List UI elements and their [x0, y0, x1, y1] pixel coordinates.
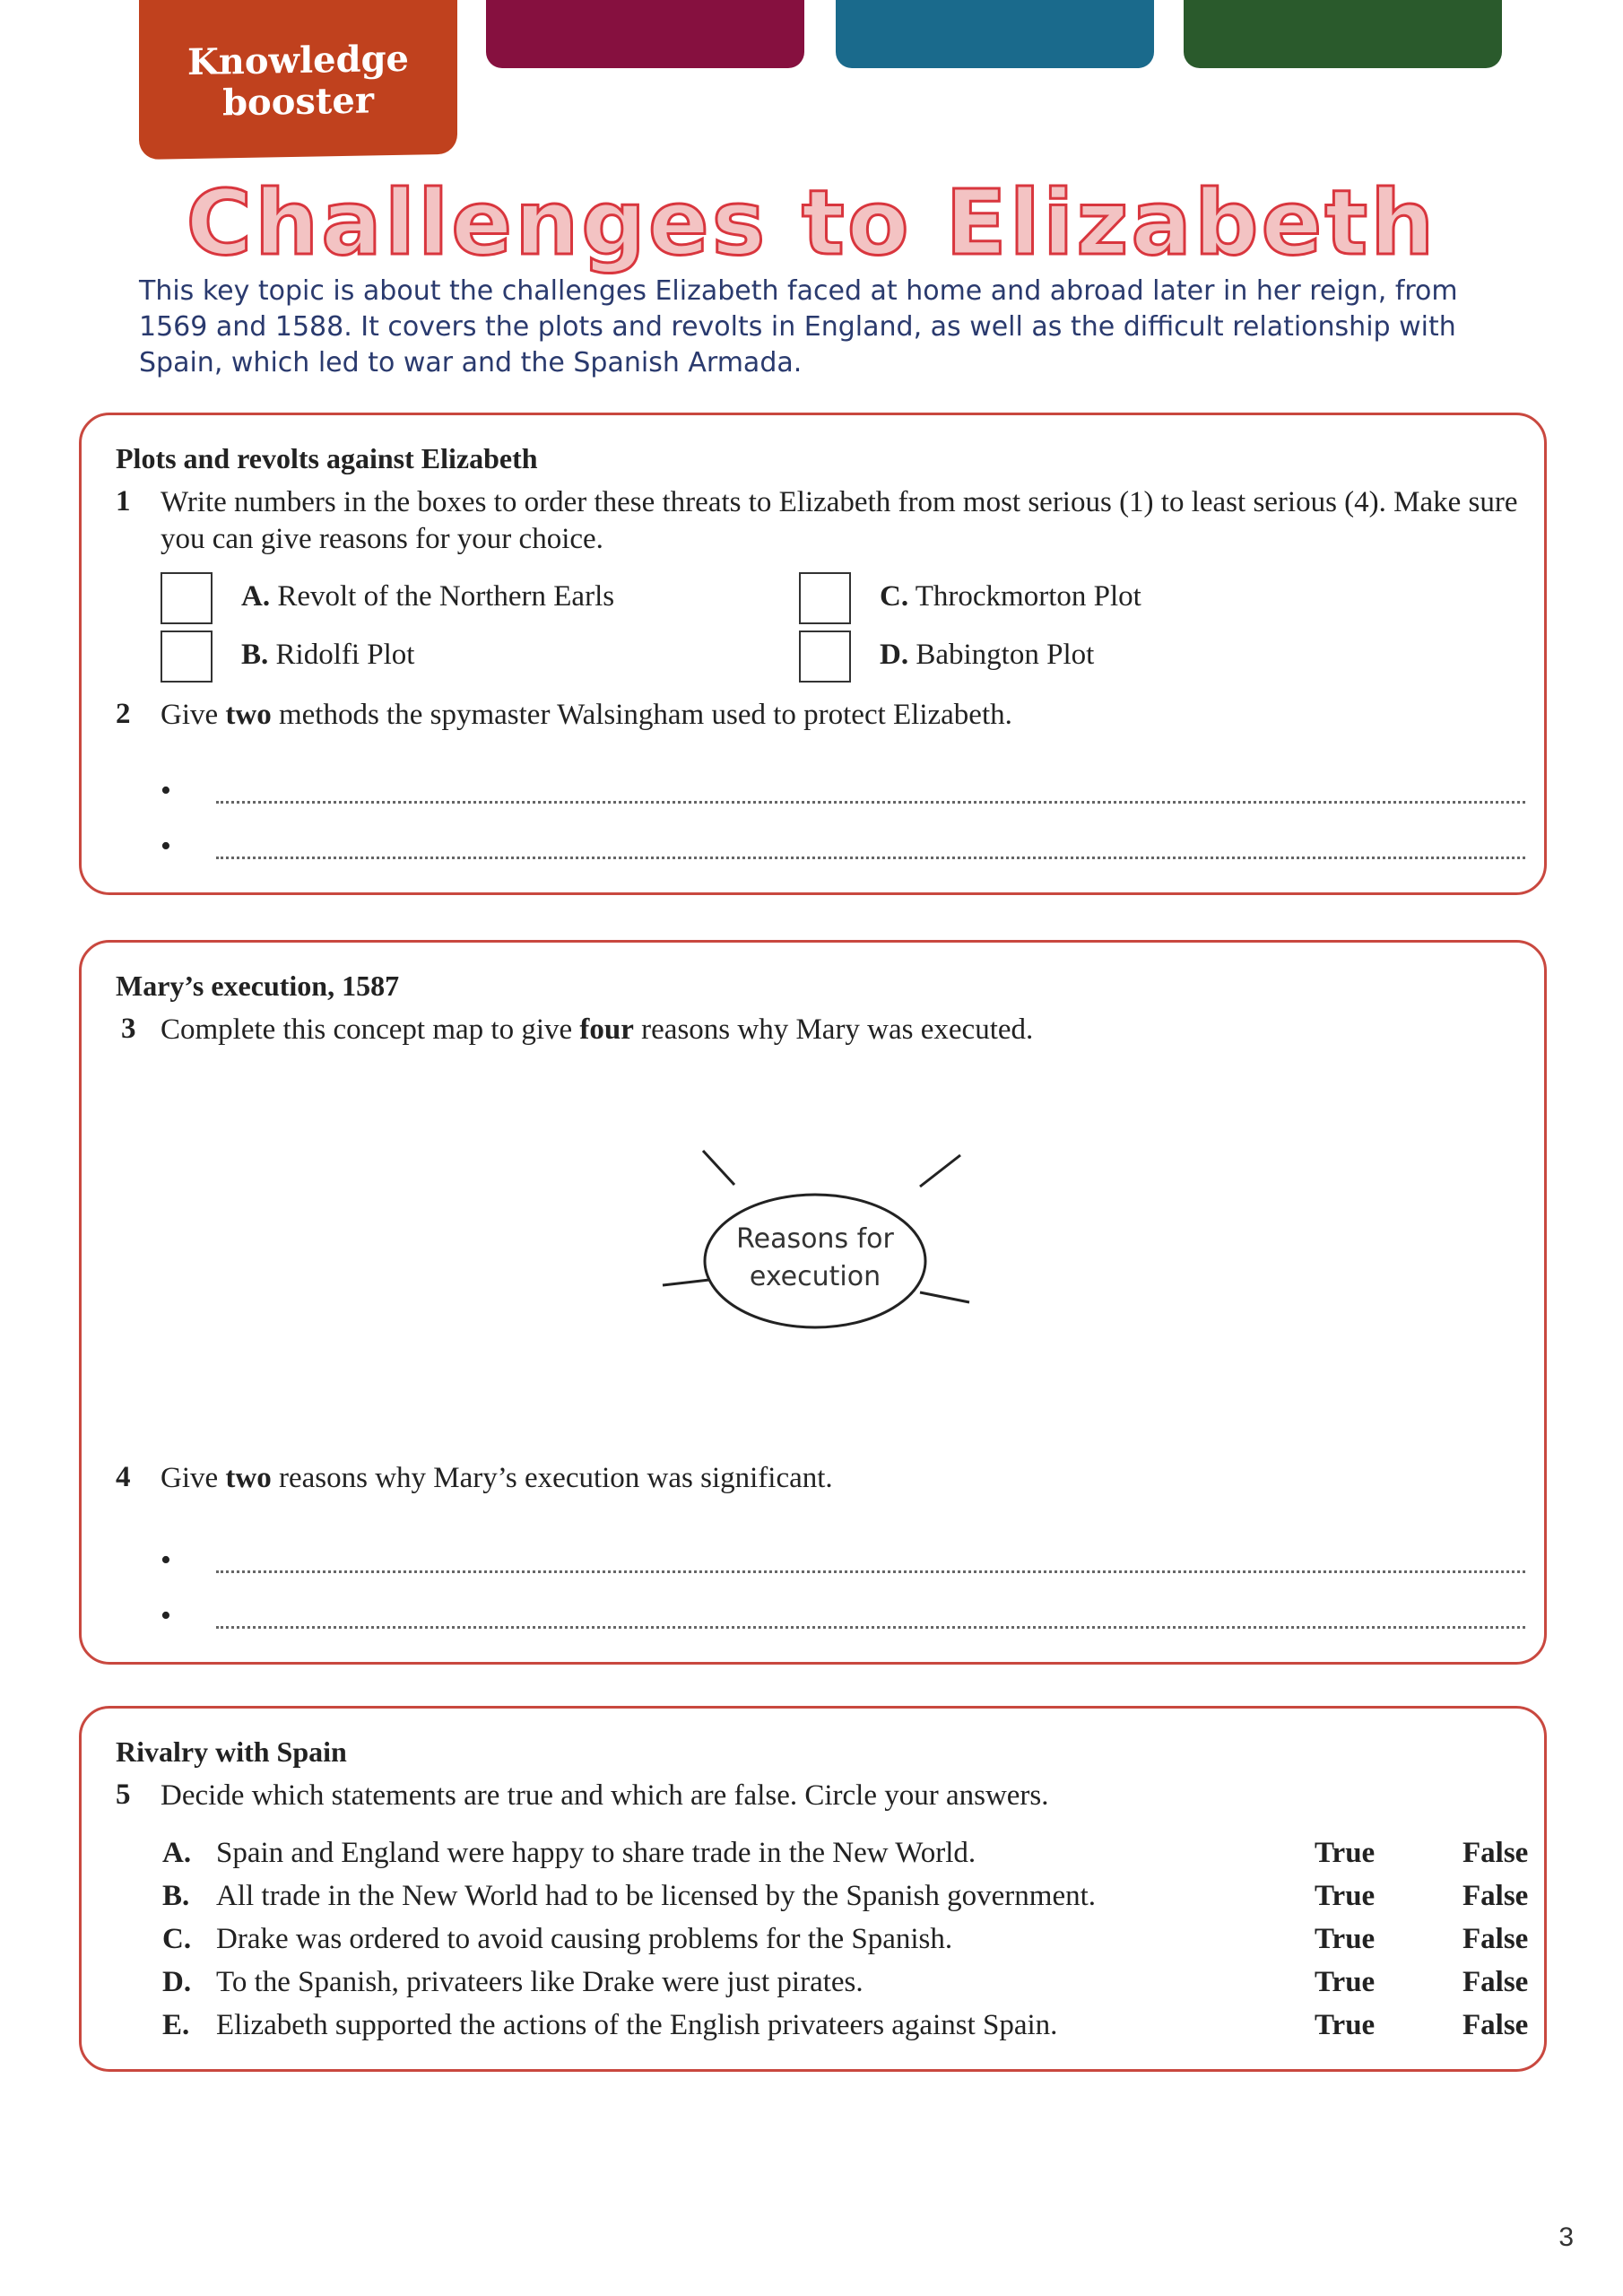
answer-line-2[interactable] — [216, 1626, 1525, 1629]
statement-row — [82, 1837, 1549, 1880]
statement-text: Drake was ordered to avoid causing problems for the Spanish. — [216, 1923, 953, 1955]
section-title: Rivalry with Spain — [116, 1735, 347, 1768]
statement-text: Spain and England were happy to share trade in the New World. — [216, 1837, 976, 1869]
page-number: 3 — [1558, 2222, 1574, 2252]
intro-text: This key topic is about the challenges Elizabeth faced at home and abroad later in her reign, from 1569 and 1588. It covers the plots and revolts in England, as well as the difficult relationship with Spain, which led to war and the Spanish Armada. — [139, 275, 1458, 378]
false-option[interactable]: False — [1462, 1880, 1529, 1912]
map-spoke — [920, 1292, 969, 1302]
statement-letter: D. — [162, 1966, 192, 1998]
question-number: 5 — [116, 1779, 131, 1811]
true-option[interactable]: True — [1315, 1837, 1376, 1869]
true-option[interactable]: True — [1315, 2009, 1376, 2041]
question-4-text: Give two reasons why Mary’s execution was significant. — [161, 1462, 833, 1494]
question-number: 1 — [116, 485, 131, 517]
rank-box-a[interactable] — [161, 572, 213, 624]
statement-text: All trade in the New World had to be licensed by the Spanish government. — [216, 1880, 1097, 1912]
statement-row — [82, 2009, 1549, 2052]
false-option[interactable]: False — [1462, 1966, 1529, 1998]
option-c: C. Throckmorton Plot — [880, 580, 1141, 613]
statement-letter: B. — [162, 1880, 190, 1912]
statement-text: Elizabeth supported the actions of the English privateers against Spain. — [216, 2009, 1058, 2041]
option-b: B. Ridolfi Plot — [241, 639, 415, 671]
color-tab-blue — [836, 0, 1154, 68]
question-number: 4 — [116, 1461, 131, 1493]
question-number: 3 — [121, 1013, 136, 1045]
concept-map-label-1: Reasons for — [736, 1223, 894, 1255]
rank-box-c[interactable] — [799, 572, 851, 624]
map-spoke — [920, 1155, 960, 1187]
section-marys-execution — [79, 940, 1547, 1665]
option-d: D. Babington Plot — [880, 639, 1095, 671]
true-option[interactable]: True — [1315, 1966, 1376, 1998]
knowledge-booster-line1: Knowledge — [187, 37, 409, 84]
rank-box-d[interactable] — [799, 631, 851, 683]
section-title: Plots and revolts against Elizabeth — [116, 442, 538, 474]
answer-line-2[interactable] — [216, 857, 1525, 859]
statement-row — [82, 1923, 1549, 1966]
true-option[interactable]: True — [1315, 1880, 1376, 1912]
color-tab-green — [1184, 0, 1502, 68]
map-spoke — [663, 1280, 709, 1285]
question-5-text: Decide which statements are true and which are false. Circle your answers. — [161, 1779, 1049, 1812]
map-spoke — [703, 1151, 734, 1185]
statement-row — [82, 1966, 1549, 2009]
statement-letter: A. — [162, 1837, 192, 1869]
concept-map-label-2: execution — [749, 1261, 881, 1292]
knowledge-booster-line2: booster — [222, 79, 374, 125]
statement-letter: C. — [162, 1923, 192, 1955]
question-number: 2 — [116, 698, 131, 730]
knowledge-booster-tab — [139, 0, 457, 160]
bullet: • — [161, 830, 171, 863]
option-a: A. Revolt of the Northern Earls — [241, 580, 615, 613]
statement-row — [82, 1880, 1549, 1923]
bullet: • — [161, 1599, 171, 1632]
question-3-text: Complete this concept map to give four reasons why Mary was executed. — [161, 1013, 1034, 1046]
statement-letter: E. — [162, 2009, 190, 2041]
section-title: Mary’s execution, 1587 — [116, 970, 400, 1002]
answer-line-1[interactable] — [216, 801, 1525, 804]
concept-map — [82, 943, 1549, 1667]
section-plots-revolts — [79, 413, 1547, 895]
rank-box-b[interactable] — [161, 631, 213, 683]
question-2-text: Give two methods the spymaster Walsingham used to protect Elizabeth. — [161, 699, 1012, 731]
statement-text: To the Spanish, privateers like Drake were just pirates. — [216, 1966, 864, 1998]
false-option[interactable]: False — [1462, 1837, 1529, 1869]
true-option[interactable]: True — [1315, 1923, 1376, 1955]
answer-line-1[interactable] — [216, 1570, 1525, 1573]
false-option[interactable]: False — [1462, 2009, 1529, 2041]
question-1-text: Write numbers in the boxes to order these threats to Elizabeth from most serious (1) to least serious (4). Make sure you can give reasons for your choice. — [161, 486, 1518, 555]
section-rivalry-spain — [79, 1706, 1547, 2072]
page-title: Challenges to Elizabeth — [186, 170, 1437, 275]
bullet: • — [161, 1544, 171, 1577]
color-tab-purple — [486, 0, 804, 68]
bullet: • — [161, 774, 171, 807]
false-option[interactable]: False — [1462, 1923, 1529, 1955]
